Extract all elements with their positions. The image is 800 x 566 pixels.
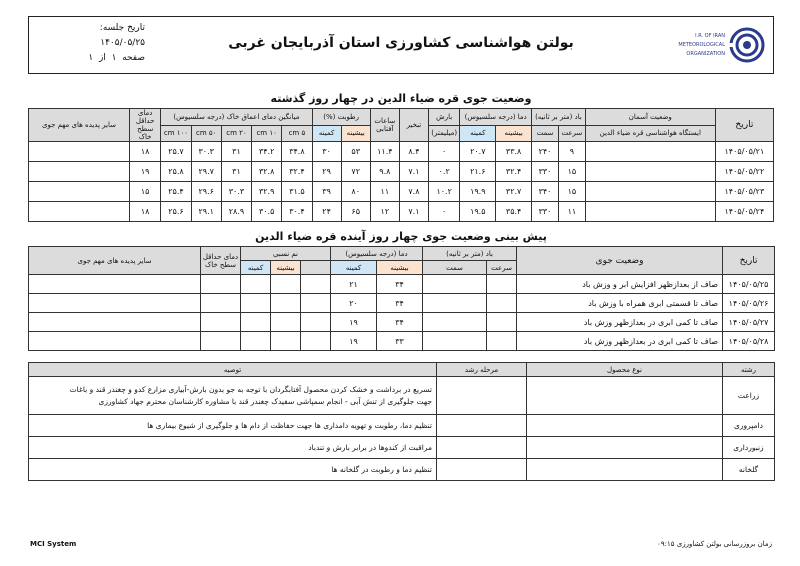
fc-col-hmax: بیشینه bbox=[271, 261, 301, 275]
row-other bbox=[29, 162, 130, 182]
rec-col-crop: نوع محصول bbox=[527, 363, 723, 377]
rec-row-advice bbox=[29, 377, 437, 415]
row-other bbox=[29, 182, 130, 202]
fc-row-cell bbox=[271, 275, 301, 294]
row-s100: ۲۵.۷ bbox=[161, 142, 191, 162]
row-sky bbox=[585, 142, 715, 162]
fc-row-cell bbox=[301, 275, 331, 294]
table-row bbox=[29, 377, 775, 415]
fc-row-other bbox=[29, 294, 201, 313]
logo-line-2: METEOROLOGICAL bbox=[678, 42, 725, 48]
col-rain-mm: (میلیمتر) bbox=[429, 125, 460, 142]
row-s10: ۳۲.۸ bbox=[252, 162, 282, 182]
row-s20: ۳۰.۳ bbox=[221, 182, 251, 202]
fc-row-cell bbox=[241, 313, 271, 332]
rec-row-stage bbox=[437, 377, 527, 415]
fc-row-tmin: ۱۹ bbox=[331, 332, 377, 351]
row-date: ۱۴۰۵/۰۵/۲۴ bbox=[715, 202, 773, 222]
col-station: ایستگاه هواشناسی قره ضیاء الدین bbox=[585, 125, 715, 142]
row-other bbox=[29, 142, 130, 162]
row-tmax: ۳۳.۸ bbox=[496, 142, 532, 162]
fc-row-surf bbox=[201, 275, 241, 294]
fc-row-surf bbox=[201, 313, 241, 332]
fc-row-speed bbox=[487, 313, 517, 332]
fc-row-date: ۱۴۰۵/۰۵/۲۷ bbox=[723, 313, 775, 332]
row-evap: ۷.۱ bbox=[399, 162, 428, 182]
row-date: ۱۴۰۵/۰۵/۲۱ bbox=[715, 142, 773, 162]
row-hmax: ۵۳ bbox=[341, 142, 370, 162]
rec-row-advice: مراقبت از کندوها در برابر بارش و تندباد bbox=[29, 437, 437, 459]
col-temp: دما (درجه سلسیوس) bbox=[460, 109, 532, 126]
fc-row-date: ۱۴۰۵/۰۵/۲۵ bbox=[723, 275, 775, 294]
rec-row-advice: تنظیم دما، رطوبت و تهویه دامداری ها جهت حفاظت از دام ها و جلوگیری از شیوع بیماری ها bbox=[29, 415, 437, 437]
row-sun: ۱۱.۴ bbox=[370, 142, 399, 162]
table-row bbox=[29, 437, 775, 459]
meteorological-organization-logo bbox=[675, 21, 765, 69]
fc-row-tmax: ۳۴ bbox=[377, 313, 423, 332]
table-row bbox=[29, 459, 775, 481]
fc-row-speed bbox=[487, 332, 517, 351]
row-s100: ۲۵.۴ bbox=[161, 182, 191, 202]
page-current: ۱ bbox=[111, 53, 117, 63]
row-s20: ۲۸.۹ bbox=[221, 202, 251, 222]
col-humidity: رطوبت (%) bbox=[312, 109, 370, 126]
row-hmin: ۲۴ bbox=[312, 202, 341, 222]
row-s10: ۳۰.۵ bbox=[252, 202, 282, 222]
fc-row-cell bbox=[301, 313, 331, 332]
row-dir: ۳۳۰ bbox=[532, 202, 559, 222]
col-soil-5: ۵ cm bbox=[282, 125, 312, 142]
past-weather-table bbox=[28, 108, 774, 222]
page-label: صفحه bbox=[122, 53, 145, 63]
col-other: سایر پدیده های مهم جوی bbox=[29, 109, 130, 142]
table-row bbox=[29, 294, 775, 313]
session-date-label: تاریخ جلسه: bbox=[99, 23, 145, 33]
row-sun: ۱۱ bbox=[370, 182, 399, 202]
fc-col-surface: دمای حداقل سطح خاک bbox=[201, 247, 241, 275]
table-row bbox=[29, 202, 774, 222]
rec-col-field: رشته bbox=[723, 363, 775, 377]
fc-col-other: سایر پدیده های مهم جوی bbox=[29, 247, 201, 275]
col-sky: وضعیت آسمان bbox=[585, 109, 715, 126]
fc-row-speed bbox=[487, 294, 517, 313]
row-s100: ۲۵.۸ bbox=[161, 162, 191, 182]
row-rain: ۱۰.۲ bbox=[429, 182, 460, 202]
row-sun: ۹.۸ bbox=[370, 162, 399, 182]
col-surface: دمای حداقل سطح خاک bbox=[129, 109, 160, 142]
fc-row-tmax: ۳۴ bbox=[377, 294, 423, 313]
forecast-section-title: پیش بینی وضعیت جوی چهار روز آینده قره ضیاء الدین bbox=[255, 230, 547, 243]
row-surf: ۱۹ bbox=[129, 162, 160, 182]
footer-system: MCI System bbox=[30, 540, 77, 548]
col-wind-speed: سرعت bbox=[558, 125, 585, 142]
col-wind: باد (متر بر ثانیه) bbox=[532, 109, 586, 126]
col-temp-max: بیشینه bbox=[496, 125, 532, 142]
row-rain: ۰ bbox=[429, 142, 460, 162]
page-total: ۱ bbox=[88, 53, 94, 63]
row-speed: ۱۵ bbox=[558, 162, 585, 182]
fc-row-other bbox=[29, 275, 201, 294]
row-hmax: ۸۰ bbox=[341, 182, 370, 202]
row-sun: ۱۲ bbox=[370, 202, 399, 222]
fc-col-tmax: بیشینه bbox=[377, 261, 423, 275]
row-tmax: ۳۵.۴ bbox=[496, 202, 532, 222]
rec-col-advice: توصیه bbox=[29, 363, 437, 377]
fc-col-hum: نم نسبی bbox=[241, 247, 331, 261]
col-soil-10: ۱۰ cm bbox=[252, 125, 282, 142]
session-date: ۱۴۰۵/۰۵/۲۵ bbox=[100, 38, 145, 48]
fc-col-temp: دما (درجه سلسیوس) bbox=[331, 247, 423, 261]
col-rain: بارش bbox=[429, 109, 460, 126]
fc-col-speed: سرعت bbox=[487, 261, 517, 275]
row-s50: ۳۰.۳ bbox=[191, 142, 221, 162]
row-dir: ۲۴۰ bbox=[532, 142, 559, 162]
row-s50: ۲۹.۷ bbox=[191, 162, 221, 182]
fc-row-dir bbox=[423, 332, 487, 351]
fc-row-speed bbox=[487, 275, 517, 294]
row-hmin: ۳۰ bbox=[312, 142, 341, 162]
fc-row-cell bbox=[301, 294, 331, 313]
row-hmax: ۶۵ bbox=[341, 202, 370, 222]
fc-row-dir bbox=[423, 275, 487, 294]
rec-col-stage: مرحله رشد bbox=[437, 363, 527, 377]
row-sky bbox=[585, 162, 715, 182]
row-date: ۱۴۰۵/۰۵/۲۲ bbox=[715, 162, 773, 182]
fc-row-surf bbox=[201, 294, 241, 313]
row-surf: ۱۸ bbox=[129, 142, 160, 162]
table-row bbox=[29, 142, 774, 162]
row-tmin: ۱۹.۹ bbox=[460, 182, 496, 202]
logo-line-3: ORGANIZATION bbox=[686, 51, 725, 57]
row-surf: ۱۵ bbox=[129, 182, 160, 202]
session-info bbox=[35, 21, 145, 66]
rec-row-field: دامپروری bbox=[723, 415, 775, 437]
row-hmin: ۳۹ bbox=[312, 182, 341, 202]
logo-line-1: I.R. OF IRAN bbox=[695, 33, 725, 39]
row-s5: ۳۲.۴ bbox=[282, 162, 312, 182]
fc-col-tmin: کمینه bbox=[331, 261, 377, 275]
row-evap: ۸.۴ bbox=[399, 142, 428, 162]
fc-row-weather: صاف تا کمی ابری در بعدازظهر وزش باد bbox=[517, 313, 723, 332]
rec-row-field: گلخانه bbox=[723, 459, 775, 481]
rec-advice-line: جهت جلوگیری از تنش آبی - انجام سمپاشی سفیدک چغندر قند با مشاوره کارشناسان محترم جهاد کشاورزی bbox=[98, 396, 432, 406]
fc-row-cell bbox=[241, 332, 271, 351]
col-soil-20: ۲۰ cm bbox=[221, 125, 251, 142]
row-hmax: ۷۲ bbox=[341, 162, 370, 182]
fc-row-weather: صاف تا قسمتی ابری همراه با وزش باد bbox=[517, 294, 723, 313]
fc-row-cell bbox=[271, 332, 301, 351]
row-dir: ۳۴۰ bbox=[532, 182, 559, 202]
table-row bbox=[29, 275, 775, 294]
row-sky bbox=[585, 202, 715, 222]
col-soil-100: ۱۰۰ cm bbox=[161, 125, 191, 142]
col-evap: تبخیر bbox=[399, 109, 428, 142]
rec-row-advice: تنظیم دما و رطوبت در گلخانه ها bbox=[29, 459, 437, 481]
col-temp-min: کمینه bbox=[460, 125, 496, 142]
rec-row-stage bbox=[437, 459, 527, 481]
rec-row-crop bbox=[527, 377, 723, 415]
fc-row-cell bbox=[271, 313, 301, 332]
row-dir: ۳۳۰ bbox=[532, 162, 559, 182]
forecast-table bbox=[28, 246, 775, 351]
row-other bbox=[29, 202, 130, 222]
bulletin-header bbox=[28, 16, 774, 74]
col-date: تاریخ bbox=[715, 109, 773, 142]
fc-col-hum-blank bbox=[301, 261, 331, 275]
row-evap: ۷.۱ bbox=[399, 202, 428, 222]
row-speed: ۱۱ bbox=[558, 202, 585, 222]
table-row bbox=[29, 182, 774, 202]
row-tmin: ۲۰.۷ bbox=[460, 142, 496, 162]
fc-row-dir bbox=[423, 294, 487, 313]
fc-col-dir: سمت bbox=[423, 261, 487, 275]
rec-row-crop bbox=[527, 459, 723, 481]
fc-row-cell bbox=[271, 294, 301, 313]
fc-row-weather: صاف تا کمی ابری در بعدازظهر وزش باد bbox=[517, 332, 723, 351]
fc-row-cell bbox=[241, 275, 271, 294]
row-date: ۱۴۰۵/۰۵/۲۳ bbox=[715, 182, 773, 202]
page-of: از bbox=[98, 53, 106, 63]
rec-row-field: زنبورداری bbox=[723, 437, 775, 459]
table-row bbox=[29, 162, 774, 182]
fc-row-tmax: ۳۴ bbox=[377, 275, 423, 294]
recommendations-table bbox=[28, 362, 775, 481]
row-s5: ۳۱.۵ bbox=[282, 182, 312, 202]
rec-row-crop bbox=[527, 415, 723, 437]
fc-row-date: ۱۴۰۵/۰۵/۲۶ bbox=[723, 294, 775, 313]
row-s10: ۳۲.۹ bbox=[252, 182, 282, 202]
row-tmax: ۳۲.۴ bbox=[496, 162, 532, 182]
row-sky bbox=[585, 182, 715, 202]
table-row bbox=[29, 332, 775, 351]
fc-col-wind: باد (متر بر ثانیه) bbox=[423, 247, 517, 261]
row-s20: ۳۱ bbox=[221, 162, 251, 182]
row-s5: ۳۴.۸ bbox=[282, 142, 312, 162]
fc-col-weather: وضعیت جوی bbox=[517, 247, 723, 275]
row-s5: ۳۰.۴ bbox=[282, 202, 312, 222]
fc-row-tmin: ۲۱ bbox=[331, 275, 377, 294]
col-hum-max: بیشینه bbox=[341, 125, 370, 142]
col-wind-dir: سمت bbox=[532, 125, 559, 142]
row-evap: ۷.۸ bbox=[399, 182, 428, 202]
row-speed: ۱۵ bbox=[558, 182, 585, 202]
fc-row-date: ۱۴۰۵/۰۵/۲۸ bbox=[723, 332, 775, 351]
row-rain: ۰.۲ bbox=[429, 162, 460, 182]
fc-row-tmax: ۳۳ bbox=[377, 332, 423, 351]
fc-col-date: تاریخ bbox=[723, 247, 775, 275]
col-sun: ساعات آفتابی bbox=[370, 109, 399, 142]
row-tmax: ۳۲.۷ bbox=[496, 182, 532, 202]
row-s20: ۳۱ bbox=[221, 142, 251, 162]
row-s10: ۳۴.۲ bbox=[252, 142, 282, 162]
row-s50: ۲۹.۶ bbox=[191, 182, 221, 202]
table-row bbox=[29, 415, 775, 437]
fc-row-tmin: ۲۰ bbox=[331, 294, 377, 313]
rec-row-field: زراعت bbox=[723, 377, 775, 415]
row-tmin: ۲۱.۶ bbox=[460, 162, 496, 182]
row-surf: ۱۸ bbox=[129, 202, 160, 222]
fc-row-dir bbox=[423, 313, 487, 332]
fc-row-other bbox=[29, 332, 201, 351]
past-section-title: وضعیت جوی قره ضیاء الدین در چهار روز گذشته bbox=[270, 92, 532, 105]
col-hum-min: کمینه bbox=[312, 125, 341, 142]
fc-row-tmin: ۱۹ bbox=[331, 313, 377, 332]
row-hmin: ۲۹ bbox=[312, 162, 341, 182]
row-s50: ۲۹.۱ bbox=[191, 202, 221, 222]
row-tmin: ۱۹.۵ bbox=[460, 202, 496, 222]
rec-row-stage bbox=[437, 415, 527, 437]
row-rain: ۰ bbox=[429, 202, 460, 222]
table-row bbox=[29, 313, 775, 332]
fc-row-weather: صاف از بعدازظهر افزایش ابر و وزش باد bbox=[517, 275, 723, 294]
rec-advice-line: تسریع در برداشت و خشک کردن محصول آفتابگردان با توجه به جو بدون بارش-آبیاری مزارع کدو و چغندر قند و باغات bbox=[69, 384, 432, 394]
page-title: بولتن هواشناسی کشاورزی استان آذربایجان غربی bbox=[228, 35, 574, 51]
fc-row-cell bbox=[241, 294, 271, 313]
footer-update-time: زمان بروزرسانی بولتن کشاورزی ۰۹:۱۵ bbox=[657, 540, 772, 548]
col-soil: میانگین دمای اعماق خاک (درجه سلسیوس) bbox=[161, 109, 312, 126]
col-soil-50: ۵۰ cm bbox=[191, 125, 221, 142]
rec-row-stage bbox=[437, 437, 527, 459]
fc-row-cell bbox=[301, 332, 331, 351]
fc-row-other bbox=[29, 313, 201, 332]
fc-row-surf bbox=[201, 332, 241, 351]
row-s100: ۲۵.۶ bbox=[161, 202, 191, 222]
fc-col-hmin: کمینه bbox=[241, 261, 271, 275]
row-speed: ۹ bbox=[558, 142, 585, 162]
rec-row-crop bbox=[527, 437, 723, 459]
